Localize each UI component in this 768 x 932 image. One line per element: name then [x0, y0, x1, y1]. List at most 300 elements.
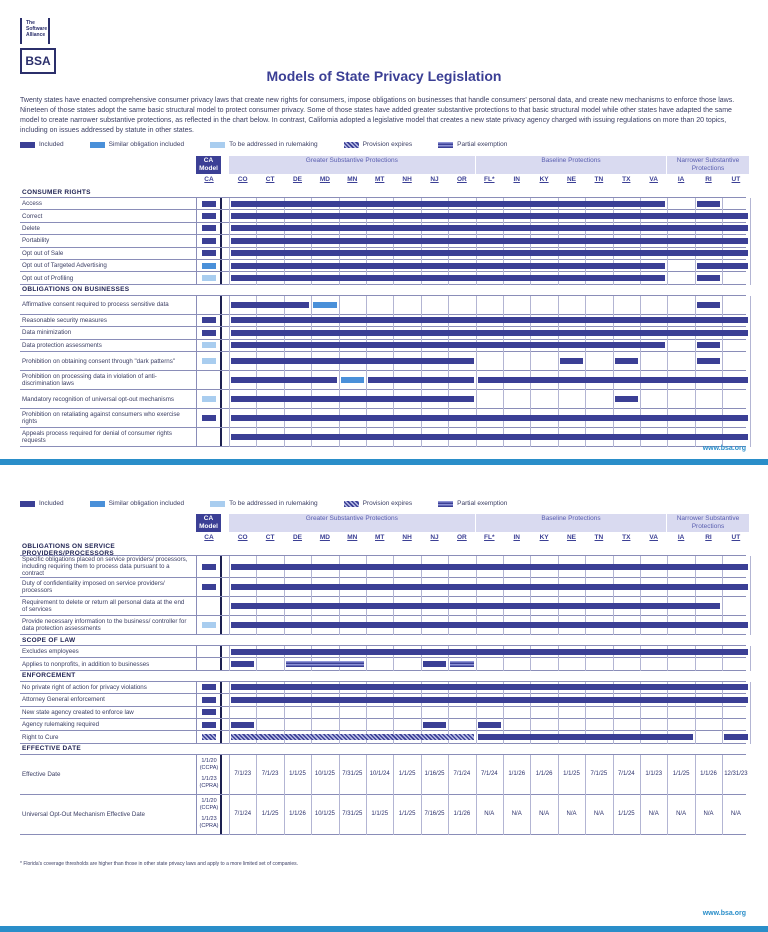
column-divider: [393, 658, 394, 670]
legend-swatch-inc: [20, 142, 35, 148]
legend-label: Provision expires: [362, 141, 413, 148]
legend: [20, 500, 533, 507]
column-divider: [640, 707, 641, 719]
page-title: Models of State Privacy Legislation: [266, 68, 502, 84]
legend-label: To be addressed in rulemaking: [229, 500, 318, 507]
table-row: [20, 371, 746, 390]
group-header: Greater Substantive Protections: [229, 514, 475, 532]
state-bar-included: [231, 697, 748, 703]
date-cell: 1/1/25: [617, 810, 635, 817]
group-header: Narrower Substantive Protections: [667, 514, 748, 532]
column-divider: [530, 352, 531, 371]
state-bar-included: [423, 661, 446, 667]
state-header: TN: [594, 176, 604, 183]
state-bar-included: [231, 263, 665, 269]
ca-mark-exp: [202, 734, 216, 740]
column-divider: [750, 260, 751, 272]
state-bar-included: [231, 342, 665, 348]
site-link[interactable]: www.bsa.org: [702, 910, 746, 917]
column-divider: [476, 296, 477, 315]
column-divider: [476, 390, 477, 409]
column-divider: [229, 597, 230, 616]
column-divider: [530, 707, 531, 719]
date-cell: N/A: [593, 810, 604, 817]
ca-cell: [196, 755, 222, 794]
column-divider: [311, 707, 312, 719]
state-header: DE: [292, 176, 302, 183]
column-divider: [750, 296, 751, 315]
column-divider: [750, 658, 751, 670]
state-header: CO: [237, 176, 248, 183]
column-divider: [229, 198, 230, 210]
column-divider: [476, 731, 477, 743]
column-divider: [750, 390, 751, 409]
column-divider: [421, 658, 422, 670]
state-header: MN: [347, 176, 358, 183]
column-divider: [695, 658, 696, 670]
state-header: MT: [375, 534, 385, 541]
column-divider: [229, 371, 230, 390]
table-row: [20, 658, 746, 670]
ca-cell: [196, 352, 222, 370]
row-label: Affirmative consent required to process sensitive data: [22, 301, 169, 309]
column-divider: [695, 296, 696, 315]
column-divider: [393, 719, 394, 731]
column-divider: [640, 658, 641, 670]
column-divider: [695, 707, 696, 719]
legend-swatch-rule: [210, 142, 225, 148]
table-row: [20, 327, 746, 339]
column-divider: [667, 707, 668, 719]
row-label: Requirement to delete or return all personal data at the end of services: [22, 599, 185, 613]
section-title: ENFORCEMENT: [22, 672, 76, 680]
row-label: Correct: [22, 212, 43, 220]
column-divider: [750, 556, 751, 578]
date-cell: 1/1/23: [645, 770, 663, 777]
column-divider: [722, 272, 723, 284]
table-row: [20, 556, 746, 578]
ca-cell: [196, 340, 222, 351]
column-divider: [229, 694, 230, 706]
column-divider: [585, 719, 586, 731]
column-divider: [284, 707, 285, 719]
column-divider: [339, 707, 340, 719]
ca-mark-inc: [202, 564, 216, 570]
page-1: [0, 0, 768, 462]
column-divider: [229, 719, 230, 731]
table-row: [20, 409, 746, 428]
column-divider: [421, 707, 422, 719]
legend-item-inc: [20, 141, 64, 148]
state-bar-included: [615, 358, 638, 364]
table-row: [20, 235, 746, 247]
column-divider: [421, 296, 422, 315]
ca-cell: [196, 315, 222, 326]
row-label: Agency rulemaking required: [22, 721, 100, 729]
state-header: DE: [292, 534, 302, 541]
column-divider: [695, 731, 696, 743]
ca-cell: [196, 694, 222, 705]
row-label: Appeals process required for denial of consumer rights requests: [22, 430, 172, 444]
state-bar-included: [231, 661, 254, 667]
state-bar-included: [231, 317, 748, 323]
date-cell: N/A: [539, 810, 550, 817]
ca-mark-inc: [202, 584, 216, 590]
column-divider: [229, 340, 230, 352]
ca-date: 1/1/23 (CPRA): [199, 816, 219, 830]
column-divider: [750, 731, 751, 743]
column-divider: [750, 694, 751, 706]
ca-mark-rule: [202, 275, 216, 281]
state-bar-included: [231, 415, 748, 421]
column-divider: [229, 409, 230, 428]
column-divider: [476, 719, 477, 731]
column-divider: [421, 719, 422, 731]
column-divider: [229, 731, 230, 743]
date-cell: 1/1/26: [700, 770, 717, 777]
state-header: NJ: [430, 534, 439, 541]
column-divider: [229, 315, 230, 327]
ca-cell: [196, 795, 222, 834]
date-row-label: Effective Date: [22, 770, 61, 778]
column-divider: [229, 260, 230, 272]
date-cell: 7/16/25: [424, 810, 445, 817]
date-cell: 1/1/25: [398, 770, 416, 777]
column-divider: [750, 235, 751, 247]
column-divider: [229, 272, 230, 284]
state-header: CT: [265, 534, 275, 541]
group-header: Baseline Protections: [476, 156, 667, 174]
row-label: Portability: [22, 237, 50, 245]
state-header: TX: [622, 176, 631, 183]
row-label: Duty of confidentiality imposed on service providers/ processors: [22, 580, 165, 594]
ca-mark-inc: [202, 250, 216, 256]
state-header: NE: [566, 176, 576, 183]
column-divider: [750, 597, 751, 616]
column-divider: [503, 390, 504, 409]
column-divider: [229, 248, 230, 260]
comparison-table-2: [20, 514, 746, 859]
state-bar-included: [231, 201, 665, 207]
header-states: [20, 175, 746, 185]
ca-mark-inc: [202, 709, 216, 715]
column-divider: [695, 272, 696, 284]
row-label: Data minimization: [22, 329, 72, 337]
ca-mark-rule: [202, 342, 216, 348]
column-divider: [366, 719, 367, 731]
column-divider: [750, 719, 751, 731]
section-header: [20, 187, 746, 198]
legend-label: Included: [39, 141, 64, 148]
legend-swatch-exp: [344, 501, 359, 507]
date-cell: 7/1/23: [261, 770, 279, 777]
column-divider: [722, 731, 723, 743]
row-label: No private right of action for privacy violations: [22, 683, 147, 691]
ca-cell: [196, 272, 222, 283]
table-row: [20, 315, 746, 327]
state-bar-included: [478, 377, 748, 383]
ca-cell: [196, 646, 222, 657]
column-divider: [448, 707, 449, 719]
ca-date: 1/1/20 (CCPA): [199, 798, 219, 812]
row-label: Excludes employees: [22, 648, 79, 656]
column-divider: [558, 352, 559, 371]
column-divider: [585, 296, 586, 315]
column-divider: [613, 658, 614, 670]
ca-cell: [196, 731, 222, 742]
page-separator: [0, 459, 768, 465]
column-divider: [695, 340, 696, 352]
column-divider: [448, 658, 449, 670]
table-row: [20, 223, 746, 235]
row-label: Mandatory recognition of universal opt-out mechanisms: [22, 395, 175, 403]
section-header: [20, 635, 746, 646]
legend-label: Partial exemption: [457, 500, 508, 507]
bsa-logo: [20, 18, 56, 74]
comparison-table-1: [20, 156, 746, 444]
column-divider: [585, 658, 586, 670]
column-divider: [695, 719, 696, 731]
column-divider: [750, 682, 751, 694]
date-cell: 7/1/24: [453, 770, 471, 777]
date-cell: 12/31/23: [724, 770, 748, 777]
ca-mark-rule: [202, 396, 216, 402]
column-divider: [722, 597, 723, 616]
column-divider: [393, 296, 394, 315]
state-header: MN: [347, 534, 358, 541]
column-divider: [558, 707, 559, 719]
column-divider: [750, 340, 751, 352]
ca-cell: [196, 223, 222, 234]
table-row: [20, 198, 746, 210]
date-cell: 10/1/25: [314, 810, 335, 817]
date-cell: 1/1/26: [508, 770, 526, 777]
column-divider: [311, 719, 312, 731]
page-2: [0, 466, 768, 932]
ca-cell: [196, 296, 222, 314]
column-divider: [256, 707, 257, 719]
date-cell: N/A: [648, 810, 659, 817]
ca-dates: [197, 755, 221, 794]
ca-mark-inc: [202, 213, 216, 219]
row-label: Reasonable security measures: [22, 316, 107, 324]
ca-cell: [196, 409, 222, 427]
column-divider: [339, 719, 340, 731]
column-divider: [750, 198, 751, 210]
column-divider: [229, 390, 230, 409]
row-label: Opt out of Targeted Advertising: [22, 262, 107, 270]
column-divider: [613, 296, 614, 315]
state-bar-included: [231, 584, 748, 590]
date-row: [20, 795, 746, 835]
column-divider: [256, 658, 257, 670]
state-bar-included: [231, 330, 748, 336]
ca-cell: [196, 616, 222, 634]
ca-mark-inc: [202, 317, 216, 323]
state-bar-included: [697, 201, 720, 207]
column-divider: [613, 390, 614, 409]
column-divider: [503, 719, 504, 731]
date-cell: N/A: [484, 810, 495, 817]
ca-mark-rule: [202, 622, 216, 628]
state-bar-similar: [341, 377, 364, 383]
ca-cell: [196, 707, 222, 718]
footnote: * Florida's coverage thresholds are higher than those in other state privacy laws and apply to a more limited set of companies.: [20, 861, 299, 867]
section-header: [20, 744, 746, 755]
state-bar-included: [423, 722, 446, 728]
group-header: CA Model: [196, 156, 221, 174]
column-divider: [640, 390, 641, 409]
column-divider: [750, 646, 751, 658]
table-row: [20, 210, 746, 222]
state-bar-included: [231, 225, 748, 231]
state-bar-included: [697, 342, 720, 348]
date-cell: 7/1/24: [480, 770, 498, 777]
column-divider: [722, 707, 723, 719]
legend-swatch-exp: [344, 142, 359, 148]
state-bar-included: [231, 603, 720, 609]
ca-mark-sim: [202, 263, 216, 269]
table-row: [20, 390, 746, 409]
state-header: MD: [319, 534, 330, 541]
column-divider: [722, 390, 723, 409]
column-divider: [667, 390, 668, 409]
table-row: [20, 578, 746, 597]
table-row: [20, 340, 746, 352]
date-cell: 7/1/25: [590, 770, 608, 777]
table-row: [20, 597, 746, 616]
legend-label: Provision expires: [362, 500, 413, 507]
column-divider: [585, 390, 586, 409]
column-divider: [284, 719, 285, 731]
date-cell: N/A: [730, 810, 741, 817]
table-row: [20, 272, 746, 284]
ca-date: 1/1/23 (CPRA): [199, 776, 219, 790]
state-bar-included: [697, 263, 748, 269]
state-header: CA: [204, 176, 214, 183]
column-divider: [722, 658, 723, 670]
legend-label: To be addressed in rulemaking: [229, 141, 318, 148]
site-link[interactable]: www.bsa.org: [702, 445, 746, 452]
date-cell: N/A: [676, 810, 687, 817]
table-row: [20, 352, 746, 371]
date-cell: 1/1/25: [289, 770, 306, 777]
column-divider: [476, 352, 477, 371]
state-bar-included: [231, 722, 254, 728]
date-row: [20, 755, 746, 795]
column-divider: [667, 272, 668, 284]
column-divider: [667, 658, 668, 670]
column-divider: [229, 707, 230, 719]
column-divider: [366, 371, 367, 390]
ca-mark-inc: [202, 697, 216, 703]
legend-swatch-sim: [90, 501, 105, 507]
date-cell: 7/1/23: [234, 770, 252, 777]
column-divider: [229, 428, 230, 447]
ca-cell: [196, 198, 222, 209]
group-header: Greater Substantive Protections: [229, 156, 475, 174]
column-divider: [722, 352, 723, 371]
ca-cell: [196, 556, 222, 577]
table-row: [20, 248, 746, 260]
state-header: NJ: [430, 176, 439, 183]
state-bar-included: [231, 275, 665, 281]
state-header: NH: [402, 534, 412, 541]
column-divider: [695, 352, 696, 371]
date-cell: 1/1/25: [398, 810, 416, 817]
table-row: [20, 694, 746, 706]
page-bottom-bar: [0, 926, 768, 932]
date-cell: N/A: [511, 810, 522, 817]
column-divider: [722, 340, 723, 352]
ca-mark-rule: [202, 358, 216, 364]
column-divider: [448, 719, 449, 731]
column-divider: [448, 296, 449, 315]
state-header: OR: [457, 534, 467, 541]
state-header: TX: [622, 534, 631, 541]
column-divider: [750, 327, 751, 339]
state-bar-included: [231, 213, 748, 219]
column-divider: [750, 248, 751, 260]
column-divider: [229, 578, 230, 597]
date-cell: 7/1/24: [234, 810, 252, 817]
ca-dates: [197, 795, 221, 834]
row-label: New state agency created to enforce law: [22, 708, 134, 716]
logo-abbr: BSA: [20, 48, 56, 74]
row-label: Opt out of Profiling: [22, 274, 74, 282]
legend-label: Similar obligation included: [108, 141, 185, 148]
group-header: CA Model: [196, 514, 221, 532]
legend-item-rule: [210, 500, 318, 507]
state-bar-included: [231, 684, 748, 690]
ca-cell: [196, 578, 222, 596]
column-divider: [229, 682, 230, 694]
column-divider: [667, 260, 668, 272]
column-divider: [476, 658, 477, 670]
row-label: Data protection assessments: [22, 341, 102, 349]
column-divider: [530, 296, 531, 315]
column-divider: [695, 198, 696, 210]
date-cell: 10/1/24: [369, 770, 390, 777]
column-divider: [229, 235, 230, 247]
column-divider: [750, 409, 751, 428]
state-header: MT: [375, 176, 385, 183]
ca-cell: [196, 327, 222, 338]
date-cell: 7/31/25: [342, 810, 363, 817]
section-header: [20, 671, 746, 682]
date-cell: N/A: [566, 810, 577, 817]
group-header: Baseline Protections: [476, 514, 667, 532]
state-header: UT: [731, 534, 741, 541]
state-bar-included: [697, 358, 720, 364]
column-divider: [229, 658, 230, 670]
column-divider: [558, 658, 559, 670]
row-label: Opt out of Sale: [22, 249, 64, 257]
state-header: NH: [402, 176, 412, 183]
date-cell: 1/1/25: [261, 810, 279, 817]
state-bar-included: [231, 358, 474, 364]
state-header: MD: [319, 176, 330, 183]
section-title: OBLIGATIONS ON BUSINESSES: [22, 286, 130, 294]
table-row: [20, 719, 746, 731]
row-label: Delete: [22, 224, 40, 232]
state-bar-expires: [231, 734, 474, 740]
column-divider: [613, 352, 614, 371]
ca-cell: [196, 390, 222, 408]
legend-label: Partial exemption: [457, 141, 508, 148]
legend-swatch-rule: [210, 501, 225, 507]
column-divider: [585, 707, 586, 719]
